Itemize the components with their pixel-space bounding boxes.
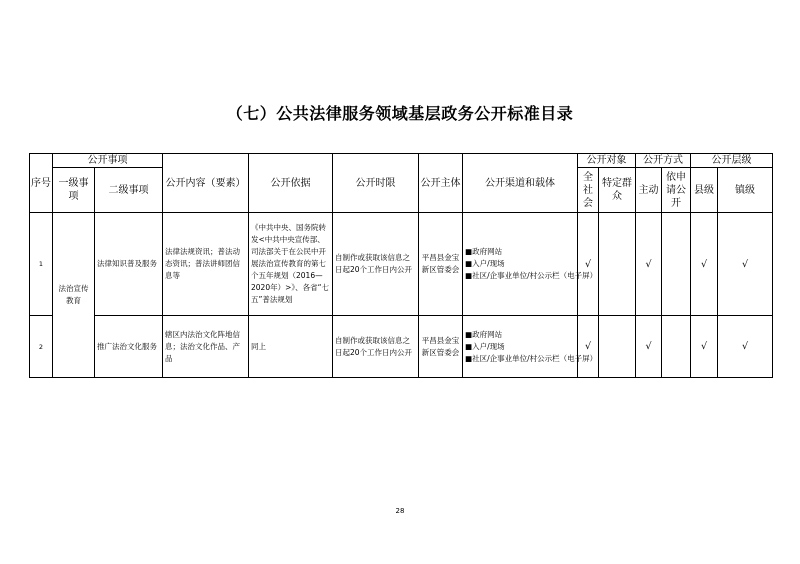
channel-item: ■入户/现场 xyxy=(465,341,505,351)
row-time-limit: 自制作或获取该信息之日起20个工作日内公开 xyxy=(333,213,419,316)
channel-item: ■社区/企事业单位/村公示栏（电子屏） xyxy=(465,353,598,363)
row-method-apply-mark xyxy=(662,316,691,378)
header-subject: 公开主体 xyxy=(419,154,463,213)
channel-item: ■入户/现场 xyxy=(465,259,505,268)
row-tier-town-mark: √ xyxy=(718,316,773,378)
header-method-apply: 依申请公开 xyxy=(662,168,691,213)
row-channel xyxy=(463,213,598,316)
header-method-active: 主动 xyxy=(636,168,662,213)
header-channel: 公开渠道和载体 xyxy=(463,154,578,213)
row-method-active-mark: √ xyxy=(636,213,662,316)
row-target-all-mark: √ xyxy=(578,316,599,378)
header-target: 公开对象 xyxy=(578,154,636,168)
row-level2: 法律知识普及服务 xyxy=(95,213,163,316)
header-matter: 公开事项 xyxy=(53,154,163,168)
page-number: 28 xyxy=(395,507,405,515)
row-basis: 同上 xyxy=(249,316,333,378)
row-seq: 2 xyxy=(30,316,53,378)
row-subject: 平昌县金宝新区管委会 xyxy=(419,316,463,378)
channel-item: ■社区/企事业单位/村公示栏（电子屏） xyxy=(465,271,598,280)
row-target-specific-mark xyxy=(599,316,636,378)
header-target-all: 全社会 xyxy=(578,168,599,213)
header-tier-town: 镇级 xyxy=(718,168,773,213)
channel-item: ■政府网站 xyxy=(465,329,503,339)
header-time-limit: 公开时限 xyxy=(333,154,419,213)
row-seq: 1 xyxy=(30,213,53,316)
header-basis: 公开依据 xyxy=(249,154,333,213)
row-tier-county-mark: √ xyxy=(691,213,718,316)
row-time-limit: 自制作或获取该信息之日起20个工作日内公开 xyxy=(333,316,419,378)
header-seq: 序号 xyxy=(30,154,53,213)
row-target-specific-mark xyxy=(599,213,636,316)
row-subject: 平昌县金宝新区管委会 xyxy=(419,213,463,316)
standard-catalog-table xyxy=(29,153,773,378)
page-title: （七）公共法律服务领域基层政务公开标准目录 xyxy=(226,104,574,123)
row-tier-county-mark: √ xyxy=(691,316,718,378)
table-row xyxy=(30,316,773,378)
row-tier-town-mark: √ xyxy=(718,213,773,316)
row-basis: 《中共中央、国务院转发<中共中央宣传部、司法部关于在公民中开展法治宣传教育的第七个五年规划（2016—2020年）>》、各省“七五”普法规划 xyxy=(249,213,333,316)
header-method: 公开方式 xyxy=(636,154,691,168)
row-content: 法律法规资讯；普法动态资讯；普法讲师团信息等 xyxy=(163,213,249,316)
row-channel xyxy=(463,316,598,378)
row-level2: 推广法治文化服务 xyxy=(95,316,163,378)
header-tier-county: 县级 xyxy=(691,168,718,213)
channel-item: ■政府网站 xyxy=(465,247,503,256)
row-target-all-mark: √ xyxy=(578,213,599,316)
row-content: 辖区内法治文化阵地信息；法治文化作品、产品 xyxy=(163,316,249,378)
header-tier: 公开层级 xyxy=(691,154,773,168)
header-content: 公开内容（要素） xyxy=(163,154,249,213)
header-level2: 二级事项 xyxy=(95,168,163,213)
row-method-active-mark: √ xyxy=(636,316,662,378)
table-row xyxy=(30,213,773,316)
header-level1: 一级事项 xyxy=(53,168,95,213)
header-target-specific: 特定群众 xyxy=(599,168,636,213)
row-method-apply-mark xyxy=(662,213,691,316)
row-level1: 法治宣传教育 xyxy=(53,213,95,378)
header-row-1 xyxy=(30,154,773,168)
